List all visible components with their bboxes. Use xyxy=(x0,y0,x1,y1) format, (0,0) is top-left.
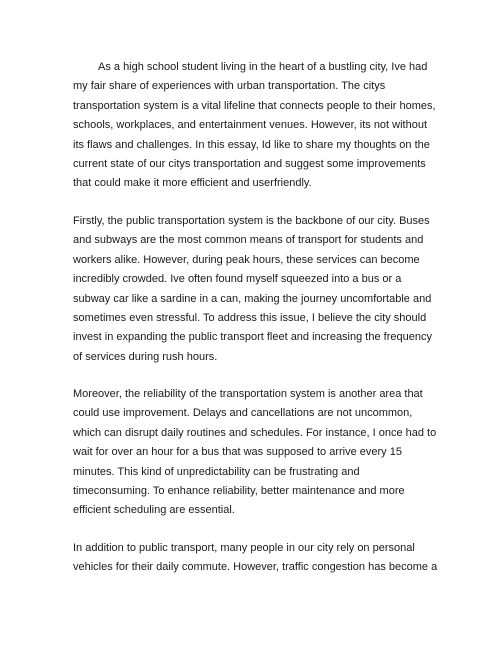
text-line: Firstly, the public transportation system is the backbone of our city. Buses xyxy=(73,215,430,227)
text-line: my fair share of experiences with urban transportation. The citys xyxy=(73,80,386,93)
text-line: which can disrupt daily routines and schedules. For instance, I once had to xyxy=(73,426,437,439)
text-line: transportation system is a vital lifeline that connects people to their homes, xyxy=(73,99,436,112)
text-line: workers alike. However, during peak hours, these services can become xyxy=(73,253,420,266)
text-line: its flaws and challenges. In this essay, Id like to share my thoughts on the xyxy=(73,138,430,151)
text-line: wait for over an hour for a bus that was supposed to arrive every 15 xyxy=(73,446,402,459)
text-line: Moreover, the reliability of the transportation system is another area that xyxy=(73,388,423,400)
paragraph-intro xyxy=(73,58,436,194)
text-line: that could make it more efficient and userfriendly. xyxy=(73,177,312,190)
text-line: sometimes even stressful. To address this issue, I believe the city should xyxy=(73,312,427,325)
text-line: vehicles for their daily commute. However, traffic congestion has become a xyxy=(73,561,438,574)
text-line: could use improvement. Delays and cancellations are not uncommon, xyxy=(73,407,413,420)
text-line: and subways are the most common means of transport for students and xyxy=(73,234,424,247)
paragraph-personal-vehicles xyxy=(73,539,437,578)
text-line: current state of our citys transportation and suggest some improvements xyxy=(73,158,426,171)
text-line: timeconsuming. To enhance reliability, better maintenance and more xyxy=(73,485,405,498)
paragraph-reliability xyxy=(73,385,436,521)
text-line: efficient scheduling are essential. xyxy=(73,504,235,517)
text-line: subway car like a sardine in a can, making the journey uncomfortable and xyxy=(73,292,432,305)
paragraph-public-transport xyxy=(73,212,432,367)
text-line: minutes. This kind of unpredictability can be frustrating and xyxy=(73,465,360,478)
text-line: schools, workplaces, and entertainment venues. However, its not without xyxy=(73,119,428,132)
text-line: of services during rush hours. xyxy=(73,350,218,363)
text-line: As a high school student living in the heart of a bustling city, Ive had xyxy=(98,61,428,73)
text-line: invest in expanding the public transport fleet and increasing the frequency xyxy=(73,331,432,344)
text-line: In addition to public transport, many people in our city rely on personal xyxy=(73,542,415,554)
text-line: incredibly crowded. Ive often found myself squeezed into a bus or a xyxy=(73,273,402,286)
